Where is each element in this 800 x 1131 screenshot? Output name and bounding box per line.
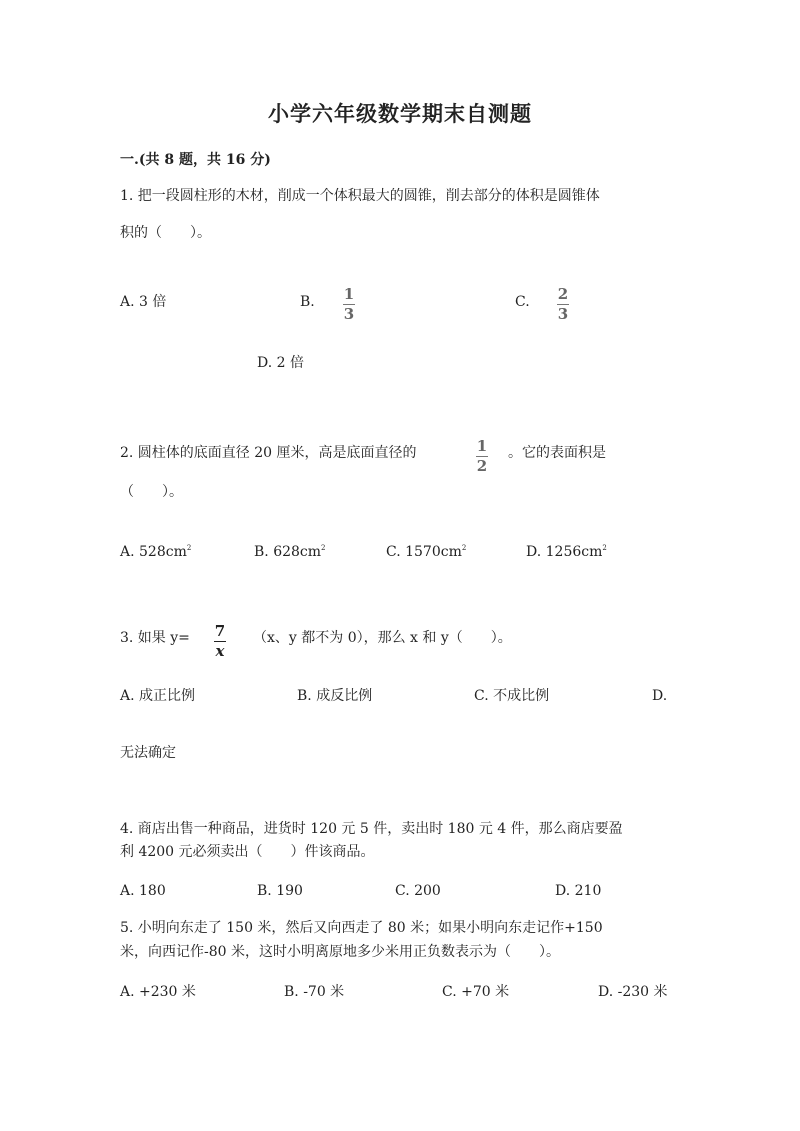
q4-option-a[interactable]: A. 180 [120, 883, 166, 899]
q5-option-a[interactable]: A. +230 米 [120, 984, 196, 1000]
fraction-numerator: 2 [557, 285, 569, 303]
q5-option-b[interactable]: B. -70 米 [284, 984, 345, 1000]
question-1-line-1: 1. 把一段圆柱形的木材，削成一个体积最大的圆锥，削去部分的体积是圆锥体 [120, 188, 600, 204]
q2-option-a[interactable]: A. $528cm^2$ [120, 544, 192, 560]
fraction-numerator: 1 [343, 285, 355, 303]
question-3-start: 3. 如果 y= [120, 630, 190, 646]
fraction-denominator: 2 [476, 457, 488, 475]
q2-option-d[interactable]: D. $1256cm^2$ [526, 544, 607, 560]
q5-option-d[interactable]: D. -230 米 [598, 984, 668, 1000]
q3-option-d-text[interactable]: 无法确定 [120, 745, 176, 761]
question-4-line-2: 利 4200 元必须卖出（ ）件该商品。 [120, 844, 375, 860]
question-3-end: （x、y 都不为 0），那么 x 和 y（ ）。 [253, 630, 512, 646]
page-title: 小学六年级数学期末自测题 [268, 101, 532, 126]
question-1-line-2: 积的（ ）。 [120, 225, 211, 241]
q1-option-c-fraction [552, 287, 574, 322]
q1-option-b-fraction [338, 287, 360, 322]
q3-option-a[interactable]: A. 成正比例 [120, 688, 196, 704]
q3-fraction [209, 624, 231, 659]
q3-option-c[interactable]: C. 不成比例 [474, 688, 550, 704]
q3-option-d-label[interactable]: D. [652, 688, 668, 704]
question-2-line-1-start: 2. 圆柱体的底面直径 20 厘米，高是底面直径的 [120, 445, 417, 461]
fraction-denominator: x [215, 642, 225, 660]
q1-option-a[interactable]: A. 3 倍 [120, 294, 167, 310]
fraction-numerator: 7 [214, 622, 226, 640]
q2-option-c[interactable]: C. $1570cm^2$ [386, 544, 467, 560]
q3-option-b[interactable]: B. 成反比例 [297, 688, 373, 704]
fraction-denominator: 3 [557, 305, 569, 323]
q2-fraction [471, 439, 493, 474]
q1-option-b-label[interactable]: B. [300, 294, 315, 310]
question-2-line-2: （ ）。 [120, 484, 183, 500]
question-2-line-1-end: 。它的表面积是 [508, 445, 606, 461]
fraction-numerator: 1 [476, 437, 488, 455]
q4-option-c[interactable]: C. 200 [395, 883, 441, 899]
section-heading: 一.(共 8 题，共 16 分) [120, 152, 271, 168]
question-4-line-1: 4. 商店出售一种商品，进货时 120 元 5 件，卖出时 180 元 4 件，那么商店要盈 [120, 821, 623, 837]
question-5-line-2: 米，向西记作-80 米，这时小明离原地多少米用正负数表示为（ ）。 [120, 944, 560, 960]
q1-option-c-label[interactable]: C. [515, 294, 530, 310]
q1-option-d[interactable]: D. 2 倍 [257, 355, 304, 371]
q2-option-b[interactable]: B. $628cm^2$ [254, 544, 326, 560]
fraction-denominator: 3 [343, 305, 355, 323]
question-5-line-1: 5. 小明向东走了 150 米，然后又向西走了 80 米；如果小明向东走记作+150 [120, 920, 603, 936]
q4-option-b[interactable]: B. 190 [257, 883, 303, 899]
q5-option-c[interactable]: C. +70 米 [442, 984, 510, 1000]
q4-option-d[interactable]: D. 210 [555, 883, 602, 899]
